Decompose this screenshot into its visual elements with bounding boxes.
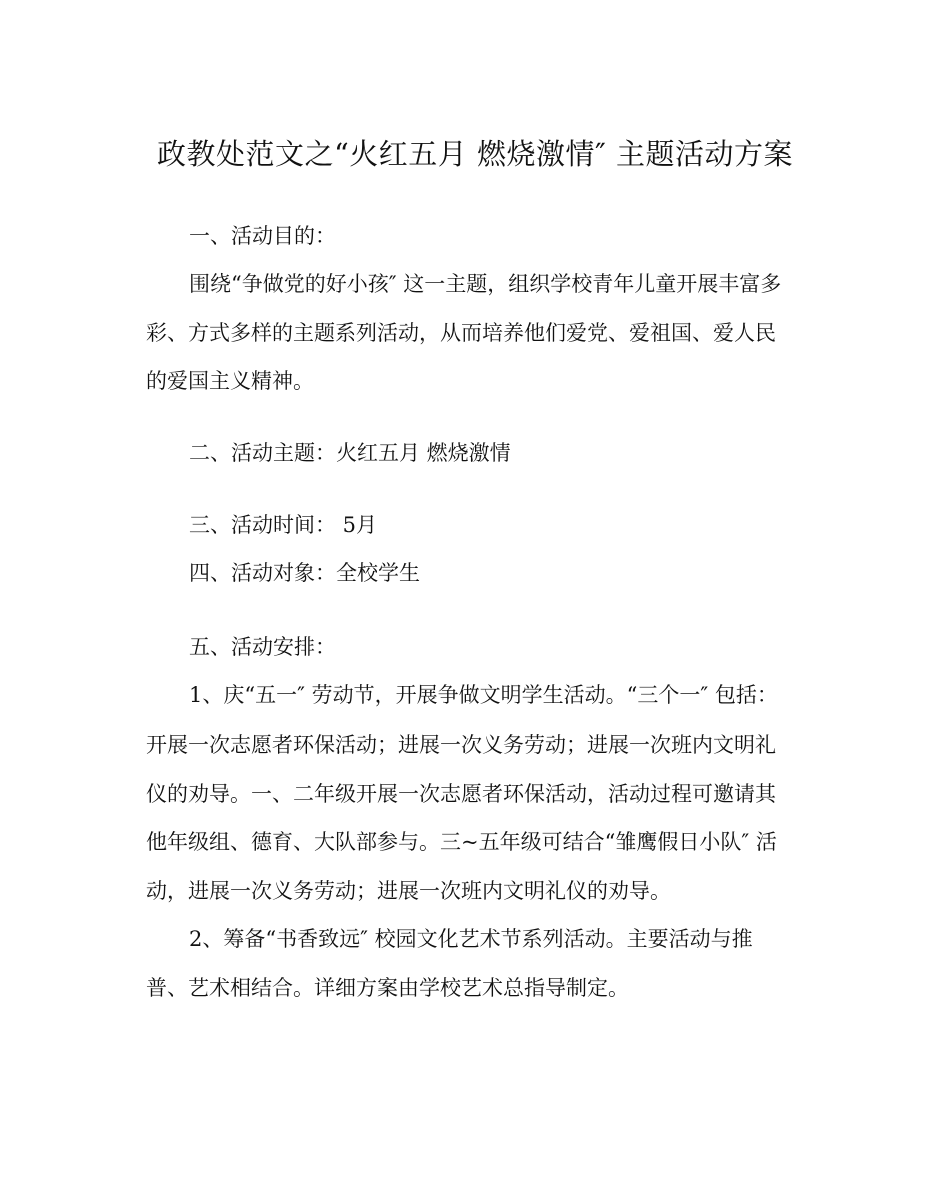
section-heading-purpose: 一、活动目的： xyxy=(189,224,336,248)
arrangement-item-1-line: 1、庆“五一″ 劳动节，开展争做文明学生活动。“三个一″ 包括： xyxy=(189,683,778,707)
section-time: 三、活动时间： 5月 xyxy=(189,513,378,537)
arrangement-item-2-line: 2、筹备“书香致远″ 校园文化艺术节系列活动。主要活动与推 xyxy=(189,927,753,951)
arrangement-item-2-line: 普、艺术相结合。详细方案由学校艺术总指导制定。 xyxy=(146,976,629,1000)
paragraph-line: 围绕“争做党的好小孩″ 这一主题，组织学校青年儿童开展丰富多 xyxy=(189,272,782,296)
page-title: 政教处范文之“火红五月 燃烧激情″ 主题活动方案 xyxy=(156,137,794,171)
section-audience: 四、活动对象：全校学生 xyxy=(189,561,420,585)
arrangement-item-1-line: 动，进展一次义务劳动；进展一次班内文明礼仪的劝导。 xyxy=(146,879,671,903)
paragraph-line: 彩、方式多样的主题系列活动，从而培养他们爱党、爱祖国、爱人民 xyxy=(146,321,776,345)
arrangement-item-1-line: 开展一次志愿者环保活动；进展一次义务劳动；进展一次班内文明礼 xyxy=(146,733,776,757)
arrangement-item-1-line: 他年级组、德育、大队部参与。三~五年级可结合“雏鹰假日小队″ 活 xyxy=(146,830,777,854)
section-heading-arrangement: 五、活动安排： xyxy=(189,635,336,659)
arrangement-item-1-line: 仪的劝导。一、二年级开展一次志愿者环保活动，活动过程可邀请其 xyxy=(146,782,776,806)
paragraph-line: 的爱国主义精神。 xyxy=(146,369,314,393)
section-theme: 二、活动主题：火红五月 燃烧激情 xyxy=(189,441,511,465)
